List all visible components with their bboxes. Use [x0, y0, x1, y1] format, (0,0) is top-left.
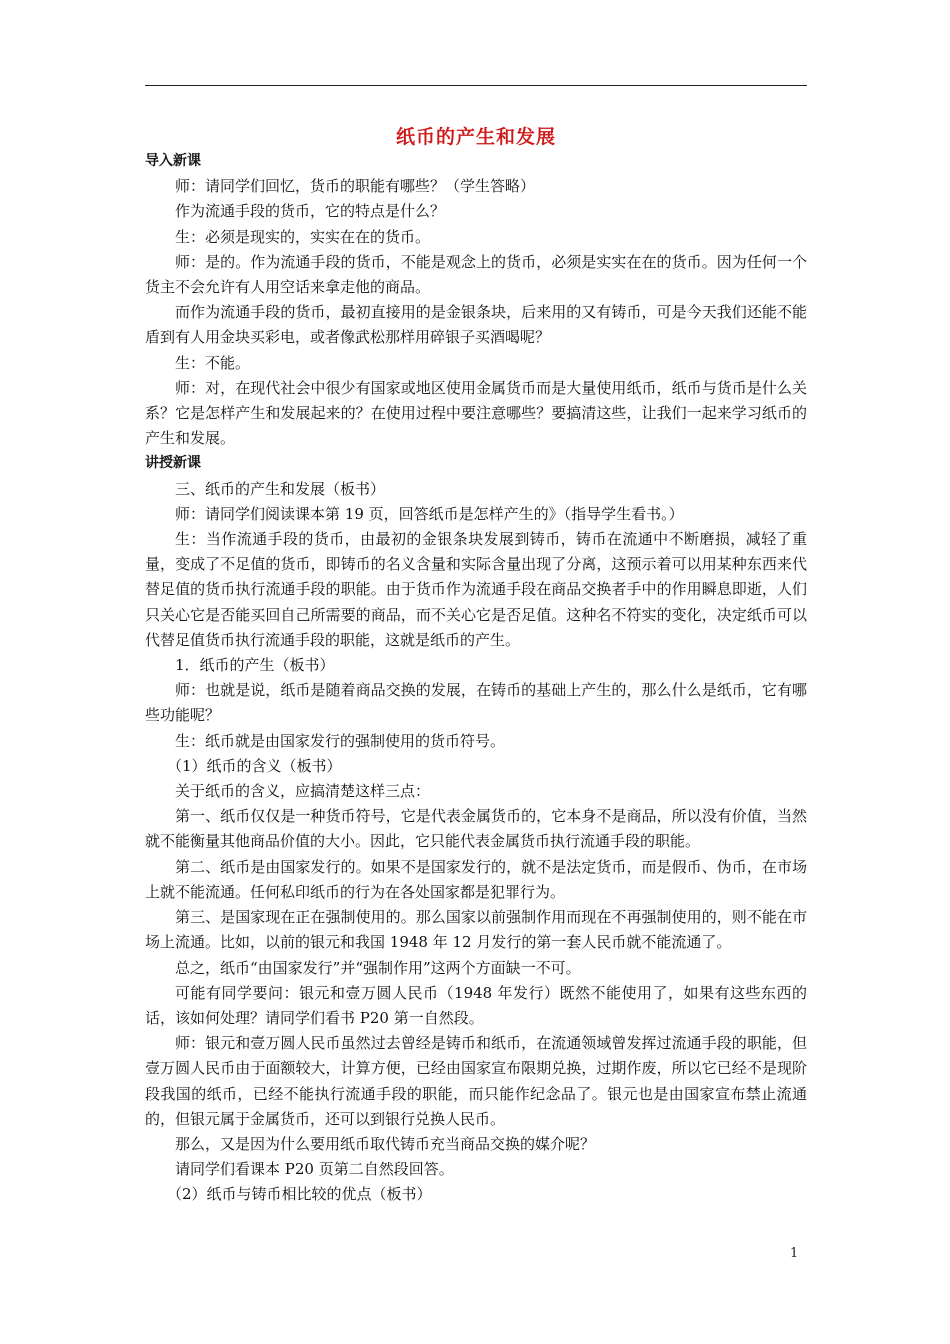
paragraph: 师：请同学们回忆，货币的职能有哪些？（学生答略）	[175, 177, 536, 196]
page-number: 1	[790, 1246, 799, 1261]
paragraph: 第三、是国家现在正在强制使用的。那么国家以前强制作用而现在不再强制使用的，则不能在市场上流通。比如，以前的银元和我国 1948 年 12 月发行的第一套人民币就不能流通了。	[145, 908, 807, 952]
paragraph: 第一、纸币仅仅是一种货币符号，它是代表金属货币的，它本身不是商品，所以没有价值，当然就不能衡量其他商品价值的大小。因此，它只能代表金属货币执行流通手段的职能。	[145, 807, 807, 851]
paragraph: 总之，纸币“由国家发行”并“强制作用”这两个方面缺一不可。	[175, 958, 581, 977]
section-heading-intro: 导入新课	[145, 153, 201, 169]
paragraph: 请同学们看课本 P20 页第二自然段回答。	[175, 1160, 454, 1179]
paragraph: （2）纸币与铸币相比较的优点（板书）	[167, 1185, 432, 1204]
paragraph: 师：银元和壹万圆人民币虽然过去曾经是铸币和纸币，在流通领域曾发挥过流通手段的职能，但壹万圆人民币由于面额较大，计算方便，已经由国家宣布限期兑换，过期作废，所以它已经不是现阶段我国的纸币，已经不能执行流通手段的职能，而只能作纪念品了。银元也是由国家宣布禁止流通的，但银元属于金属货币，还可以到银行兑换人民币。	[145, 1034, 807, 1128]
paragraph: 生：当作流通手段的货币，由最初的金银条块发展到铸币，铸币在流通中不断磨损，减轻了重量，变成了不足值的货币，即铸币的名义含量和实际含量出现了分离，这预示着可以用某种东西来代替足值的货币执行流通手段的职能。由于货币作为流通手段在商品交换者手中的作用瞬息即逝，人们只关心它是否能买回自己所需要的商品，而不关心它是否足值。这种名不符实的变化，决定纸币可以代替足值货币执行流通手段的职能，这就是纸币的产生。	[145, 530, 807, 649]
paragraph: 师：对，在现代社会中很少有国家或地区使用金属货币而是大量使用纸币，纸币与货币是什么关系？它是怎样产生和发展起来的？在使用过程中要注意哪些？要搞清这些，让我们一起来学习纸币的产生和发展。	[145, 378, 807, 448]
paragraph: 第二、纸币是由国家发行的。如果不是国家发行的，就不是法定货币，而是假币、伪币，在市场上就不能流通。任何私印纸币的行为在各处国家都是犯罪行为。	[145, 857, 807, 901]
section-heading-lecture: 讲授新课	[145, 455, 201, 472]
paragraph: 而作为流通手段的货币，最初直接用的是金银条块，后来用的又有铸币，可是今天我们还能不能盾到有人用金块买彩电，或者像武松那样用碎银子买酒喝呢？	[145, 303, 807, 347]
paragraph: 可能有同学要问：银元和壹万圆人民币（1948 年发行）既然不能使用了，如果有这些东西的话，该如何处理？请同学们看书 P20 第一自然段。	[145, 983, 807, 1027]
paragraph: 生：必须是现实的，实实在在的货币。	[175, 227, 431, 246]
paragraph: 师：是的。作为流通手段的货币，不能是观念上的货币，必须是实实在在的货币。因为任何一个货主不会允许有人用空话来拿走他的商品。	[145, 252, 807, 297]
paragraph: 师：也就是说，纸币是随着商品交换的发展，在铸币的基础上产生的，那么什么是纸币，它有哪些功能呢？	[145, 681, 807, 725]
paragraph: 生：不能。	[175, 353, 251, 372]
paragraph: 关于纸币的含义，应搞清楚这样三点：	[175, 782, 431, 801]
paragraph: 那么，又是因为什么要用纸币取代铸币充当商品交换的媒介呢？	[175, 1134, 596, 1153]
document-body	[145, 149, 807, 1208]
paragraph: 1．纸币的产生（板书）	[175, 656, 335, 675]
paragraph: 师：请同学们阅读课本第 19 页，回答纸币是怎样产生的》（指导学生看书。）	[175, 504, 684, 523]
document-title: 纸币的产生和发展	[395, 126, 556, 148]
paragraph: 三、纸币的产生和发展（板书）	[175, 479, 386, 498]
header-rule	[145, 85, 807, 86]
paragraph: （1）纸币的含义（板书）	[167, 756, 342, 775]
paragraph: 生：纸币就是由国家发行的强制使用的货币符号。	[175, 731, 506, 750]
paragraph: 作为流通手段的货币，它的特点是什么？	[175, 202, 446, 221]
